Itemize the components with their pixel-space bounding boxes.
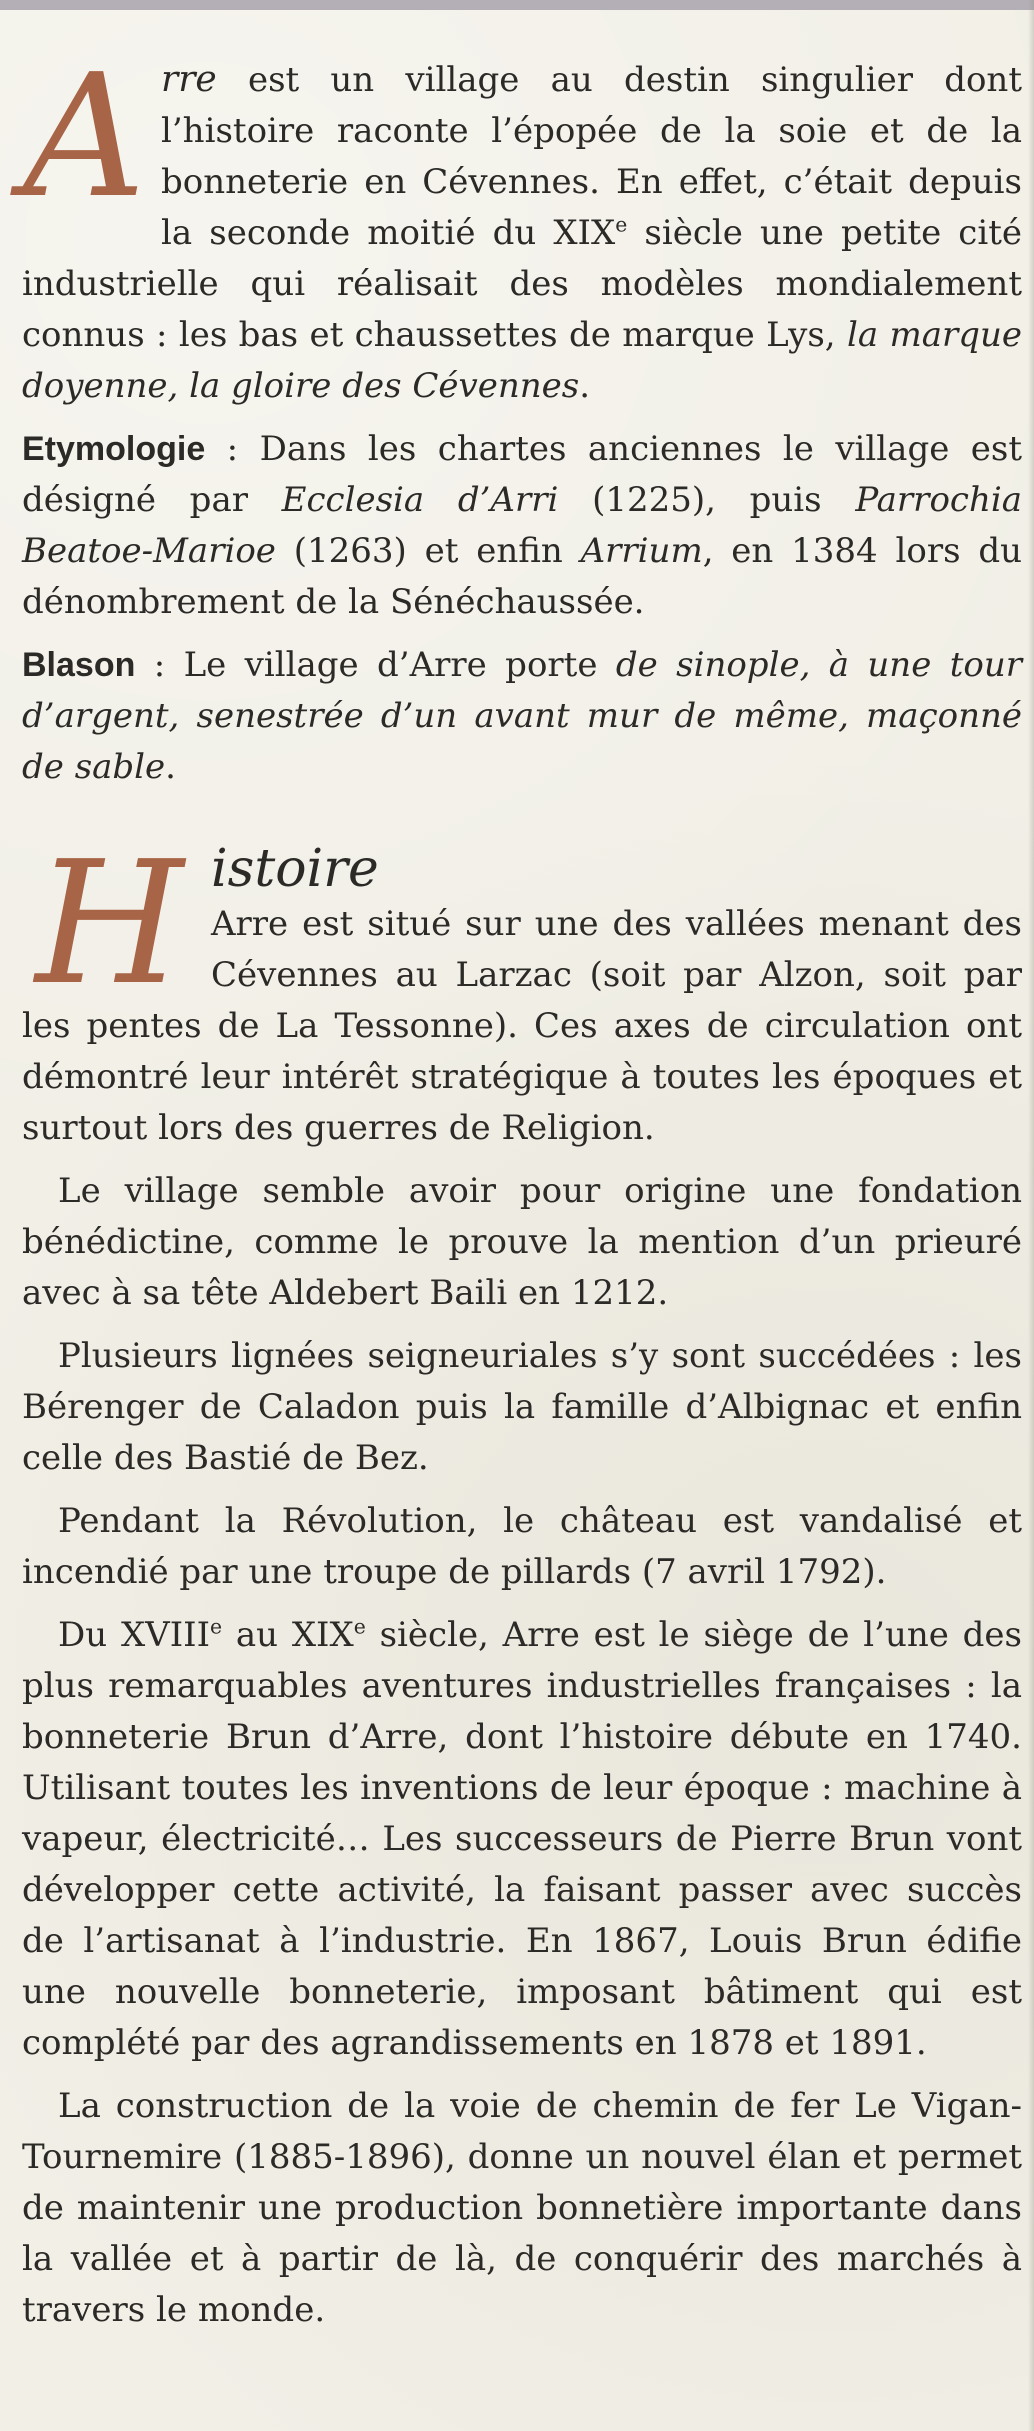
top-border (0, 0, 1034, 10)
histoire-p5-sup-2: e (353, 1614, 366, 1639)
etymologie-latin-3: Arrium (580, 531, 703, 571)
page-edge-shadow (1028, 0, 1034, 2431)
drop-cap-a: A (23, 38, 146, 236)
etymologie-text-2: (1225), puis (558, 480, 856, 520)
blason-term: Blason (22, 646, 136, 684)
histoire-paragraph-1 (22, 825, 1022, 1154)
etymologie-latin-1: Ecclesia d’Arri (281, 480, 559, 520)
blason-text-2: . (165, 747, 176, 787)
etymologie-latin-2: Parrochia Beatoe-Marioe (22, 480, 1022, 571)
etymologie-paragraph (22, 424, 1022, 628)
intro-text-2: siècle une petite cité industrielle qui réalisait des modèles mondialement connus : les bas et chaussettes de marque Lys, (22, 213, 1022, 355)
histoire-section (22, 825, 1023, 2336)
histoire-paragraph-6: La construction de la voie de chemin de fer Le Vigan-Tournemire (1885-1896), donne un nouvel élan et permet de maintenir une production bonnetière importante dans la vallée et à partir de là, de conquérir des marchés à travers le monde. (22, 2086, 1022, 2330)
histoire-paragraph-3: Plusieurs lignées seigneuriales s’y sont succédées : les Bérenger de Caladon puis la famille d’Albignac et enfin celle des Bastié de Bez. (22, 1336, 1022, 1478)
section-title-histoire: istoire (211, 839, 379, 899)
histoire-p5-c: siècle, Arre est le siège de l’une des plus remarquables aventures industrielles françaises : la bonneterie Brun d’Arre, dont l’histoire débute en 1740. Utilisant toutes les inventions de leur époque : machine à vapeur, électricité… Les successeurs de Pierre Brun vont développer cette activité, la faisant passer avec succès de l’artisanat à l’industrie. En 1867, Louis Brun édifie une nouvelle bonneterie, imposant bâtiment qui est complété par des agrandissements en 1878 et 1891. (22, 1615, 1023, 2063)
etymologie-term: Etymologie (22, 430, 206, 468)
intro-italic-quote: la marque doyenne, la gloire des Cévennes (22, 315, 1023, 406)
etymologie-text-1: : Dans les chartes anciennes le village est désigné par (22, 429, 1022, 520)
histoire-p5-b: au XIX (222, 1615, 354, 1655)
intro-paragraph (22, 38, 1023, 412)
etymologie-text-4: , en 1384 lors du dénombrement de la Sénéchaussée. (22, 531, 1022, 622)
histoire-paragraph-5 (22, 1610, 1022, 2069)
histoire-text-1: Arre est situé sur une des vallées menant des Cévennes au Larzac (soit par Alzon, soit par les pentes de La Tessonne). Ces axes de circulation ont démontré leur intérêt stratégique à toutes les époques et surtout lors des guerres de Religion. (22, 904, 1022, 1148)
intro-superscript: e (615, 212, 628, 237)
intro-text-1: est un village au destin singulier dont l’histoire raconte l’épopée de la soie et de la bonneterie en Cévennes. En effet, c’était depuis la seconde moitié du XIX (161, 60, 1022, 253)
histoire-p5-a: Du XVIII (58, 1615, 211, 1655)
intro-lead-word: rre (161, 59, 217, 100)
intro-text-3: . (579, 366, 590, 406)
blason-description: de sinople, à une tour d’argent, senestrée d’un avant mur de même, maçonné de sable (22, 645, 1022, 787)
histoire-p5-sup-1: e (210, 1614, 223, 1639)
blason-paragraph (22, 640, 1022, 793)
article-body (22, 38, 1023, 2348)
blason-text-1: : Le village d’Arre porte (135, 645, 616, 685)
etymologie-text-3: (1263) et enfin (275, 531, 581, 571)
drop-cap-h: H (35, 825, 184, 1023)
histoire-paragraph-4: Pendant la Révolution, le château est vandalisé et incendié par une troupe de pillards (7 avril 1792). (22, 1501, 1022, 1592)
histoire-paragraph-2: Le village semble avoir pour origine une fondation bénédictine, comme le prouve la mention d’un prieuré avec à sa tête Aldebert Baili en 1212. (22, 1171, 1022, 1313)
